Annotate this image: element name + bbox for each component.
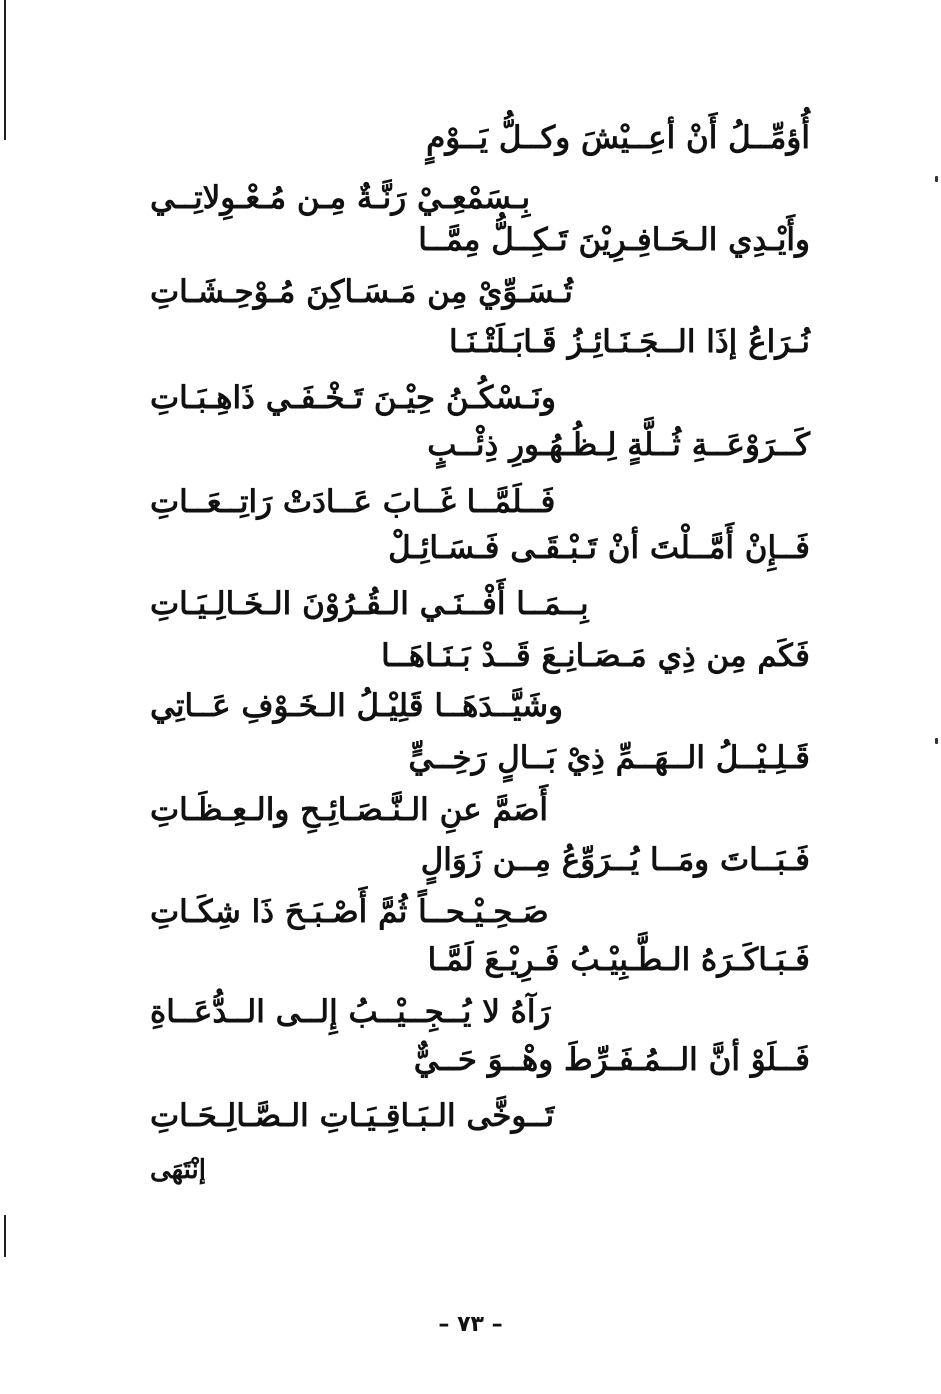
scan-edge-mark (4, 1215, 6, 1257)
verse-line: تَــوخَّى الـبَـاقِـيَـاتِ الـصَّـالِـحَـاتِ (150, 1098, 555, 1134)
verse-line: ونَـسْكُـنُ حِيْـنَ تَـخْـفَـي ذَاهِـبَـاتِ (150, 380, 557, 416)
verse-line: فَـبَــاتَ ومَــا يُــرَوِّعُ مِــن زَوَالٍ (420, 842, 810, 878)
verse-line: فَــإِنْ أَمَّــلْتَ أنْ تَـبْـقَـى فَـسَـائِـلْ (388, 530, 810, 566)
verse-line: فَــلَمَّــا غَــابَ عَــادَتْ رَاتِــعَــاتِ (150, 484, 556, 520)
end-marker: إنْتَهَى (150, 1155, 206, 1185)
verse-line: نُـرَاعُ إذَا الــجَـنَـائِـزُ قَـابَـلَتْـنَـا (449, 324, 810, 360)
verse-line: أُؤمِّــلُ أَنْ أعِــيْشَ وكــلُّ يَــوْمٍ (426, 120, 810, 156)
scan-speck (935, 176, 938, 182)
verse-line: فَكَم مِن ذِي مَـصَـانِـعَ قَــدْ بَـنَـاهَــا (381, 638, 810, 674)
verse-line: فَــلَوْ أنَّ الــمُـفَـرِّطَ وهْــوَ حَــيٌّ (413, 1042, 810, 1078)
verse-line: وشَيَّــدَهَــا قَلِيْـلُ الـخَـوْفِ عَــاتِي (150, 688, 564, 724)
verse-line: فَـبَـاكَـرَهُ الـطَّـبِيْـبُ فَـرِيْـعَ لَمَّـا (427, 942, 810, 978)
verse-line: كَــرَوْعَــةِ ثُــلَّةٍ لِـظُـهُـورِ ذِئْــبٍ (427, 427, 810, 463)
scan-speck (935, 738, 938, 744)
verse-line: تُـسَـوِّيْ مِن مَـسَـاكِنَ مُـوْحِـشَـاتِ (150, 274, 573, 310)
verse-line: صَـحِـيْـحــاً ثُمَّ أَصْـبَـحَ ذَا شِكَـاتِ (150, 894, 549, 930)
verse-line: بِـسَمْعِـيْ رَنَّـةٌ مِـن مُـعْـوِلاتِــي (150, 180, 531, 216)
scan-edge-mark (4, 0, 6, 140)
verse-line: وأَيْـدِي الـحَـافِـرِيْنَ تَـكِــلُّ مِمَّــا (418, 222, 810, 258)
verse-line: أَصَمَّ عنِ الـنَّـصَـائِـحِ والـعِـظَـاتِ (150, 792, 549, 828)
page-number: – ٧٣ – (438, 1312, 503, 1337)
verse-line: رَآهُ لا يُــجِــيْــبُ إِلــى الــدُّعَــاةِ (150, 994, 551, 1030)
verse-line: قَـلِـيْــلُ الــهَــمِّ ذِيْ بَــالٍ رَخِــيٍّ (408, 740, 810, 776)
verse-line: بِــمَــا أَفْــنَـي الـقُـرُوْنَ الـخَـالِـيَـاتِ (150, 586, 589, 622)
